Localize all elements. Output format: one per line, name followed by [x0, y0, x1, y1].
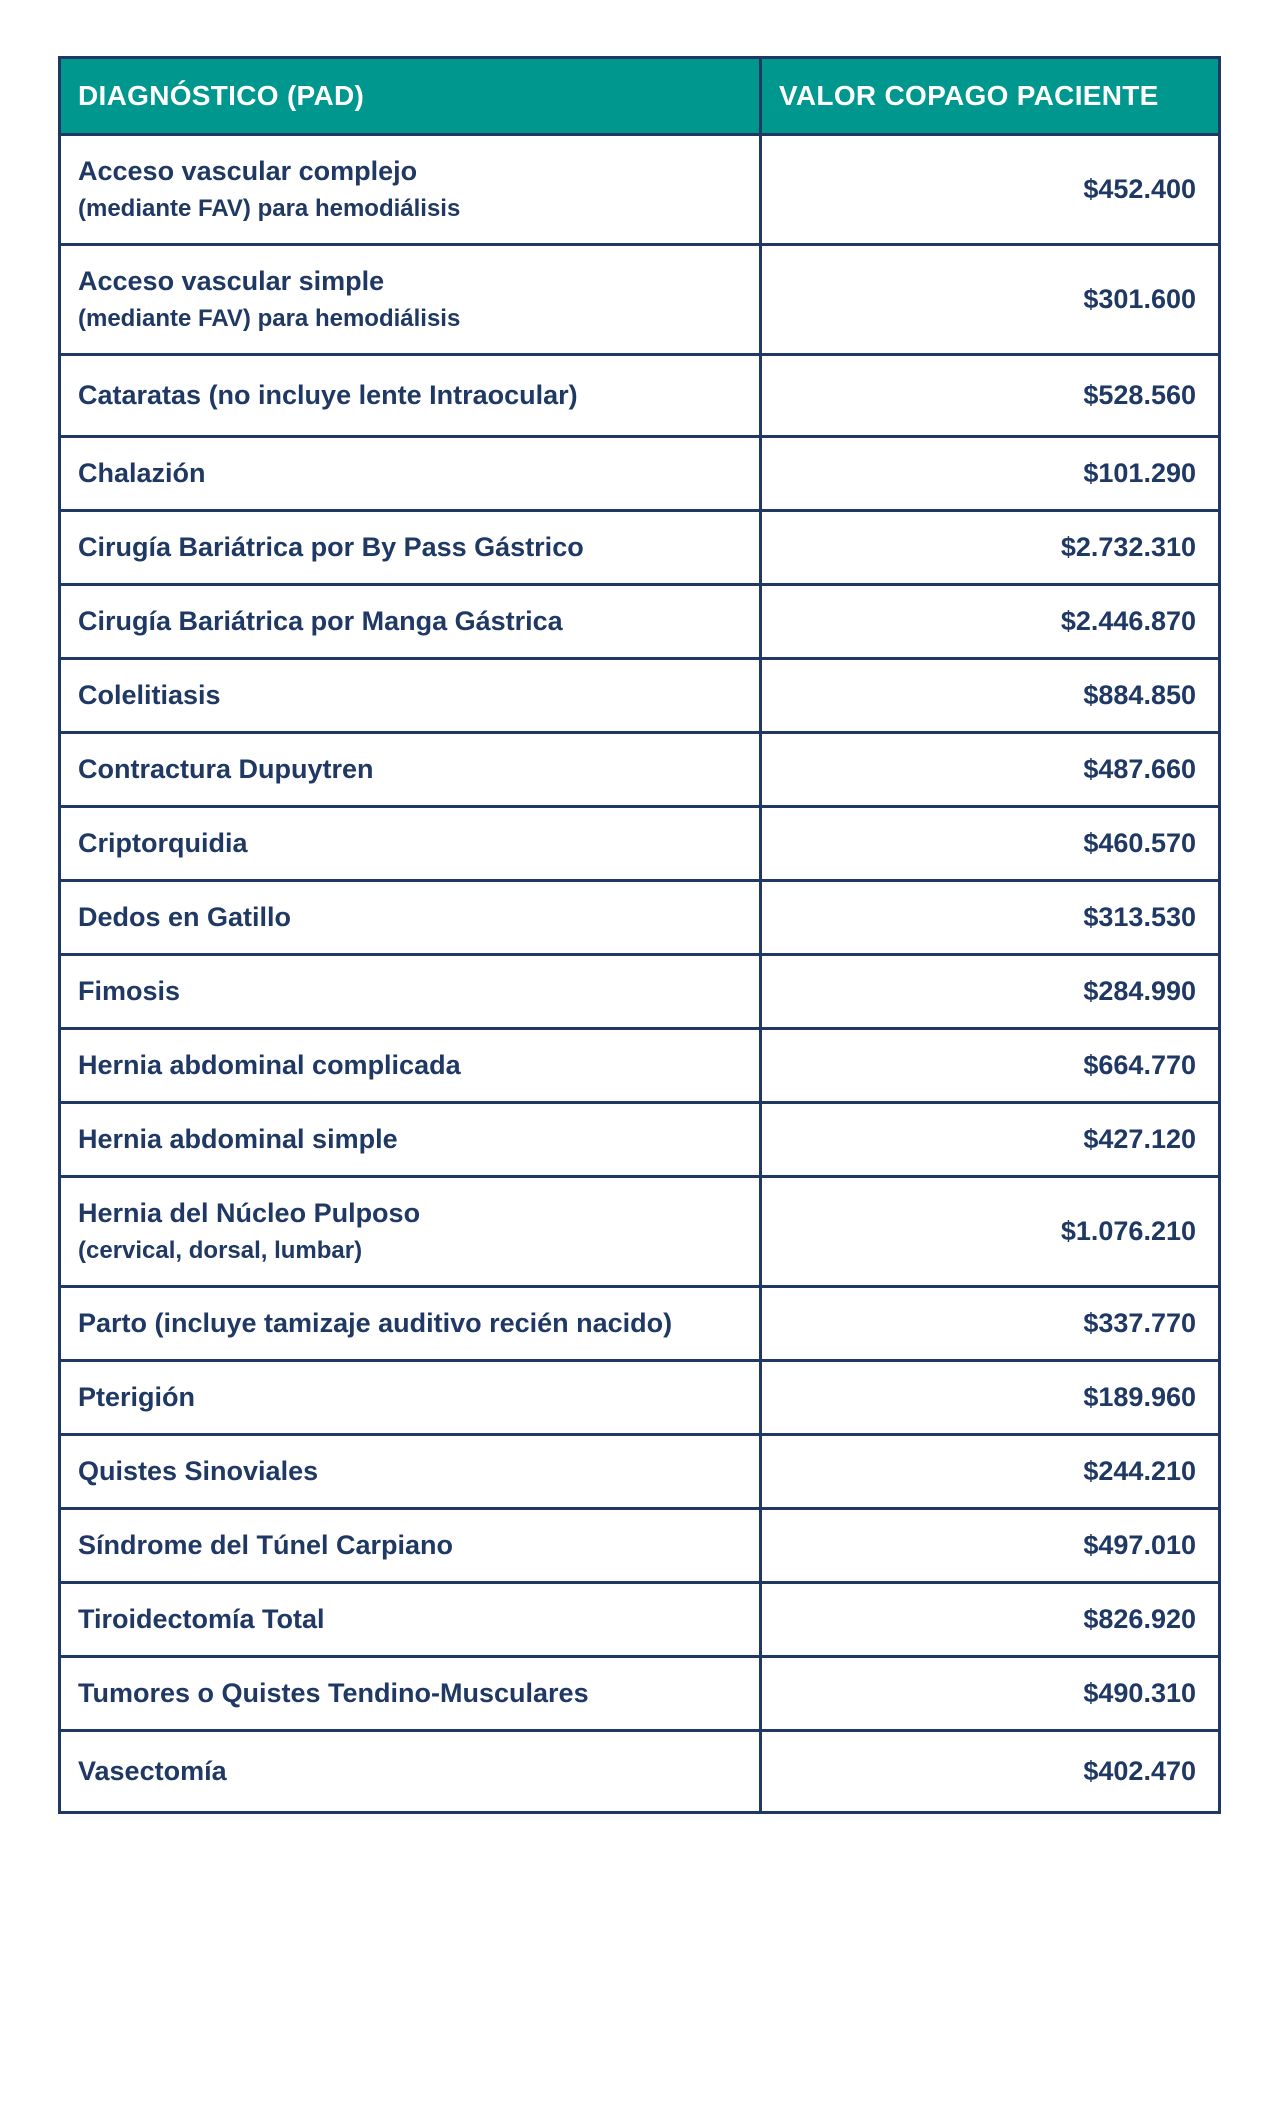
copago-value: $528.560 [761, 355, 1220, 437]
diagnosis-name: Cataratas (no incluye lente Intraocular) [60, 355, 761, 437]
table-row [60, 135, 1220, 245]
diagnosis-name: Vasectomía [60, 1731, 761, 1813]
diagnosis-name: Criptorquidia [60, 807, 761, 881]
copago-value: $101.290 [761, 437, 1220, 511]
diagnosis-name: Parto (incluye tamizaje auditivo recién nacido) [60, 1287, 761, 1361]
copago-value: $460.570 [761, 807, 1220, 881]
diagnosis-name: Tumores o Quistes Tendino-Musculares [60, 1657, 761, 1731]
table-row [60, 1657, 1220, 1731]
diagnosis-name: Hernia abdominal complicada [60, 1029, 761, 1103]
table-row [60, 1509, 1220, 1583]
copago-value: $826.920 [761, 1583, 1220, 1657]
table-row [60, 1731, 1220, 1813]
table-row [60, 1583, 1220, 1657]
table-row [60, 245, 1220, 355]
table-row [60, 1435, 1220, 1509]
copago-value: $313.530 [761, 881, 1220, 955]
diagnosis-name: Quistes Sinoviales [60, 1435, 761, 1509]
copago-value: $452.400 [761, 135, 1220, 245]
table-row [60, 659, 1220, 733]
diagnosis-name: Dedos en Gatillo [60, 881, 761, 955]
table-row [60, 511, 1220, 585]
table-row [60, 1103, 1220, 1177]
table-row [60, 955, 1220, 1029]
diagnosis-name: Cirugía Bariátrica por By Pass Gástrico [60, 511, 761, 585]
column-header-copago-value: VALOR COPAGO PACIENTE [761, 58, 1220, 135]
diagnosis-note: (mediante FAV) para hemodiálisis [78, 195, 461, 222]
diagnosis-name: Colelitiasis [60, 659, 761, 733]
copago-value: $884.850 [761, 659, 1220, 733]
diagnosis-name: Acceso vascular complejo [78, 156, 418, 186]
copago-value: $284.990 [761, 955, 1220, 1029]
copago-value: $427.120 [761, 1103, 1220, 1177]
diagnosis-name: Fimosis [60, 955, 761, 1029]
copago-value: $301.600 [761, 245, 1220, 355]
copago-value: $664.770 [761, 1029, 1220, 1103]
copago-value: $490.310 [761, 1657, 1220, 1731]
diagnosis-name: Hernia del Núcleo Pulposo [78, 1198, 421, 1228]
table-row [60, 881, 1220, 955]
diagnosis-cell [60, 245, 761, 355]
diagnosis-name: Hernia abdominal simple [60, 1103, 761, 1177]
column-header-diagnosis: DIAGNÓSTICO (PAD) [60, 58, 761, 135]
diagnosis-name: Contractura Dupuytren [60, 733, 761, 807]
table-row [60, 355, 1220, 437]
diagnosis-note: (mediante FAV) para hemodiálisis [78, 305, 461, 332]
copago-value: $2.446.870 [761, 585, 1220, 659]
diagnosis-cell [60, 135, 761, 245]
table-row [60, 1029, 1220, 1103]
table-row [60, 807, 1220, 881]
table-header-row [60, 58, 1220, 135]
table-row [60, 585, 1220, 659]
copago-table [58, 56, 1221, 1814]
copago-value: $402.470 [761, 1731, 1220, 1813]
copago-value: $189.960 [761, 1361, 1220, 1435]
table-row [60, 1177, 1220, 1287]
diagnosis-name: Tiroidectomía Total [60, 1583, 761, 1657]
copago-value: $1.076.210 [761, 1177, 1220, 1287]
diagnosis-name: Pterigión [60, 1361, 761, 1435]
table-row [60, 1361, 1220, 1435]
copago-value: $2.732.310 [761, 511, 1220, 585]
table-row [60, 437, 1220, 511]
diagnosis-cell [60, 1177, 761, 1287]
diagnosis-name: Cirugía Bariátrica por Manga Gástrica [60, 585, 761, 659]
table-row [60, 1287, 1220, 1361]
diagnosis-note: (cervical, dorsal, lumbar) [78, 1237, 363, 1264]
table-row [60, 733, 1220, 807]
copago-value: $244.210 [761, 1435, 1220, 1509]
copago-value: $487.660 [761, 733, 1220, 807]
copago-value: $337.770 [761, 1287, 1220, 1361]
diagnosis-name: Chalazión [60, 437, 761, 511]
diagnosis-name: Acceso vascular simple [78, 266, 385, 296]
copago-value: $497.010 [761, 1509, 1220, 1583]
diagnosis-name: Síndrome del Túnel Carpiano [60, 1509, 761, 1583]
